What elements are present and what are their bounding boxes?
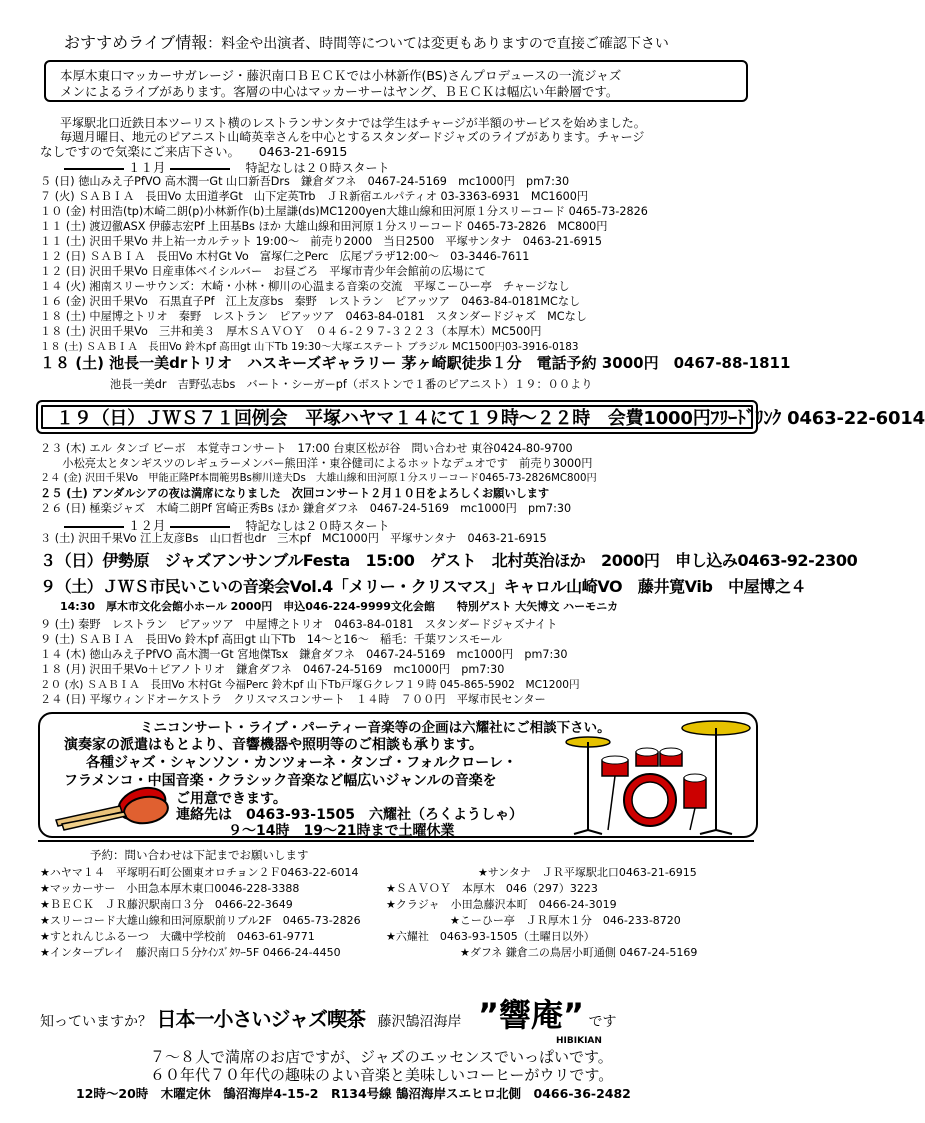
intro-line: 本厚木東口マッカーサガレージ・藤沢南口ＢＥＣＫでは小林新作(BS)さんプロデュースの一流ジャズ [60, 68, 622, 83]
paragraph-line: 平塚駅北口近鉄日本ツーリスト横のレストランサンタナでは学生はチャージが半額のサービスを始めました。 [60, 116, 646, 130]
ad-suffix: です [588, 1014, 617, 1030]
contact-entry: ★ＳＡＶＯＹ 本厚木 046（297）3223 [386, 882, 598, 895]
event-row: １８ (土) 中屋博之トリオ 秦野 レストラン ピアッツア 0463-84-0181 スタンダードジャズ MCなし [40, 310, 587, 323]
event-row: １１ (土) 沢田千果Vo 井上祐一カルテット 19:00～ 前売り2000 当日2500 平塚サンタナ 0463-21-6915 [40, 235, 603, 248]
promo-line: 演奏家の派遣はもとより、音響機器や照明等のご相談も承ります。 [64, 737, 483, 753]
contact-entry: ★インタープレイ 藤沢南口５分ｹｲﾝｽﾞﾀﾜｰ5F 0466-24-4450 [40, 946, 341, 959]
contact-entry: ★サンタナ ＪＲ平塚駅北口0463-21-6915 [478, 866, 697, 879]
contacts-divider [38, 840, 754, 842]
promo-contact: 連絡先は 0463-93-1505 六耀社（ろくようしゃ） [176, 807, 524, 823]
page-title [64, 30, 669, 53]
event-row: ２０ (水) ＳＡＢＩＡ 長田Vo 木村Gt 今福Perc 鈴木pf 山下Tb戸塚Ｇクレフ１９時 045-865-5902 MC1200円 [40, 679, 580, 691]
event-row: １１ (土) 渡辺徹ASX 伊藤志宏Pf 上田基Bs ほか 大雄山線和田河原１分スリーコード 0465-73-2826 MC800円 [40, 220, 608, 233]
ad-quote-close: ” [563, 996, 585, 1034]
promo-line: ミニコンサート・ライブ・パーティー音楽等の企画は六耀社にご相談下さい。 [140, 720, 611, 736]
event-row: ２３ (木) エル タンゴ ビーボ 本覚寺コンサート 17:00 台東区松が谷 問い合わせ 東谷0424-80-9700 [40, 442, 573, 455]
cafe-name-reading: HIBIKIAN [556, 1036, 602, 1046]
event-row: １２ (日) 沢田千果Vo 日産車体ベイシルバー お昼ごろ 平塚市青少年会館前の広場にて [40, 265, 486, 278]
event-row: ３ (土) 沢田千果Vo 江上友彦Bs 山口哲也dr 三木pf MC1000円 平塚サンタナ 0463-21-6915 [40, 532, 547, 545]
event-row: １８ (土) ＳＡＢＩＡ 長田Vo 鈴木pf 高田gt 山下Tb 19:30～大塚エステート ブラジル MC1500円03-3916-0183 [40, 341, 579, 353]
event-row-sub: 池長一美dr 吉野弘志bs バート・シーガーpf（ボストンで１番のピアニスト）１９：００より [110, 378, 593, 391]
event-row: ７ (火) ＳＡＢＩＡ 長田Vo 太田道孝Gt 山下定英Trb ＪＲ新宿エルパティオ 03-3363-6931 MC1600円 [40, 190, 589, 203]
intro-line: メンによるライブがあります。客層の中心はマッカーサーはヤング、ＢＥＣＫは幅広い年齢層です。 [60, 84, 619, 99]
event-row: １０ (金) 村田浩(tp)木崎二朗(p)小林新作(b)土屋謙(ds)MC1200yen大雄山線和田河原１分スリーコード 0465-73-2826 [40, 205, 648, 218]
event-row: ２４ (日) 平塚ウィンドオーケストラ クリスマスコンサート １４時 ７００円 平塚市民センター [40, 693, 546, 706]
contact-entry: ★マッカーサー 小田急本厚木東口0046-228-3388 [40, 882, 300, 895]
contact-entry: ★六耀社 0463-93-1505（土曜日以外） [386, 930, 595, 943]
contact-entry: ★ハヤマ１４ 平塚明石町公園東オロチョン２Ｆ0463-22-6014 [40, 866, 359, 879]
event-row: １８ (月) 沢田千果Vo＋ピアノトリオ 鎌倉ダフネ 0467-24-5169 mc1000円 pm7:30 [40, 663, 505, 676]
title-text: おすすめライブ情報 [64, 33, 208, 52]
contacts-heading: 予約：問い合わせは下記までお願いします [90, 848, 309, 862]
title-note: ：料金や出演者、時間等については変更もありますので直接ご確認下さい [207, 36, 669, 52]
event-row: １２ (日) ＳＡＢＩＡ 長田Vo 木村Gt Vo 富塚仁之Perc 広尾プラザ12:00～ 03-3446-7611 [40, 250, 530, 263]
ad-prefix: 知っていますか？ [40, 1014, 152, 1030]
ad-line: ６０年代７０年代の趣味のよい音楽と美味しいコーヒーがウリです。 [150, 1066, 614, 1084]
event-row-big: ３（日）伊勢原 ジャズアンサンブルFesta 15:00 ゲスト 北村英治ほか 2000円 申し込み0463-92-2300 [40, 551, 858, 570]
event-row-highlight: １８ (土) 池長一美drトリオ ハスキーズギャラリー 茅ヶ崎駅徒歩１分 電話予約 3000円 0467-88-1811 [40, 354, 791, 372]
ad-quote-open: ” [477, 996, 499, 1034]
promo-line: ご用意できます。 [176, 791, 287, 807]
month-heading-november [60, 158, 390, 176]
jazz-cafe-ad [40, 990, 617, 1036]
banner-text: １９（日）ＪＷＳ７１回例会 平塚ハヤマ１４にて１９時～２２時 会費1000円ﾌﾘｰﾄﾞﾘﾝｸ 0463-22-6014 [56, 408, 925, 429]
month-note: 特記なしは２０時スタート [245, 161, 390, 175]
event-row: ９ (土) 秦野 レストラン ピアッツア 中屋博之トリオ 0463-84-0181 スタンダードジャズナイト [40, 618, 558, 631]
event-row: 小松亮太とタンギスツのレギュラーメンバー熊田洋・東谷健司によるホットなデュオです 前売り3000円 [40, 457, 593, 470]
contact-entry: ★こーひー亭 ＪＲ厚木１分 046-233-8720 [450, 914, 681, 927]
ad-line: ７～８人で満席のお店ですが、ジャズのエッセンスでいっぱいです。 [150, 1048, 613, 1066]
ad-hours-address: 12時～20時 木曜定休 鵠沼海岸4-15-2 R134号線 鵠沼海岸スエヒロ北側 0466-36-2482 [76, 1086, 631, 1101]
contact-entry: ★クラジャ 小田急藤沢本町 0466-24-3019 [386, 898, 617, 911]
maracas-icon [44, 780, 174, 832]
month-label: １２月 [128, 518, 166, 533]
contact-entry: ★ＢＥＣＫ ＪＲ藤沢駅南口３分 0466-22-3649 [40, 898, 293, 911]
ad-location: 藤沢鵠沼海岸 [377, 1014, 462, 1030]
event-row: ２６ (日) 極楽ジャズ 木崎二朗Pf 宮崎正秀Bs ほか 鎌倉ダフネ 0467-24-5169 mc1000円 pm7:30 [40, 502, 572, 515]
event-row-big: ９（土）ＪＷＳ市民いこいの音楽会Vol.4「メリー・クリスマス」キャロル山崎VO 藤井寛Vib 中屋博之４ [40, 577, 807, 596]
promo-line: 各種ジャズ・シャンソン・カンツォーネ・タンゴ・フォルクローレ・ [86, 755, 517, 771]
event-row: １６ (金) 沢田千果Vo 石黒直子Pf 江上友彦bs 秦野 レストラン ピアッツア 0463-84-0181MCなし [40, 295, 581, 308]
event-row: ２４ (金) 沢田千果Vo 甲能正隆Pf本間範男Bs柳川達夫Ds 大雄山線和田河原１分スリーコード0465-73-2826MC800円 [40, 473, 597, 484]
cafe-name: 響庵 [499, 996, 564, 1034]
month-note: 特記なしは２０時スタート [245, 519, 390, 533]
paragraph-line: なしですので気楽にご来店下さい。 0463-21-6915 [40, 144, 348, 159]
event-row: １４ (火) 湘南スリーサウンズ：木崎・小林・柳川の心温まる音楽の交流 平塚こーひー亭 チャージなし [40, 280, 570, 293]
contact-entry: ★スリーコード大雄山線和田河原駅前リブル2F 0465-73-2826 [40, 914, 361, 927]
contact-entry: ★ダフネ 鎌倉二の鳥居小町通側 0467-24-5169 [460, 946, 698, 959]
event-row: ９ (土) ＳＡＢＩＡ 長田Vo 鈴木pf 高田gt 山下Tb 14～と16～ 稲毛：千葉ワンスモール [40, 633, 503, 646]
paragraph-line: 毎週月曜日、地元のピアニスト山崎英幸さんを中心とするスタンダードジャズのライブがあります。チャージ [60, 130, 645, 144]
drum-kit-icon [566, 712, 752, 834]
event-row: １８ (土) 沢田千果Vo 三井和美３ 厚木ＳＡＶＯＹ ０４６-２９７-３２２３（本厚木）MC500円 [40, 325, 542, 338]
ad-headline: 日本一小さいジャズ喫茶 [156, 1007, 366, 1031]
event-row-sub: 14:30 厚木市文化会館小ホール 2000円 申込046-224-9999文化会館 特別ゲスト 大矢博文 ハーモニカ [60, 600, 619, 613]
event-row: １４ (木) 徳山みえ子PfVO 高木潤一Gt 宮地傑Tsx 鎌倉ダフネ 0467-24-5169 mc1000円 pm7:30 [40, 648, 568, 661]
contact-entry: ★すとれんじふるーつ 大磯中学校前 0463-61-9771 [40, 930, 315, 943]
event-row-notice: ２５ (土) アンダルシアの夜は満席になりました 次回コンサート２月１０日をよろしくお願いします [40, 487, 550, 500]
event-row: ５ (日) 徳山みえ子PfVO 高木潤一Gt 山口新吾Drs 鎌倉ダフネ 0467-24-5169 mc1000円 pm7:30 [40, 175, 570, 188]
promo-line: フラメンコ・中国音楽・クラシック音楽など幅広いジャンルの音楽を [64, 773, 497, 789]
promo-hours: ９～14時 19～21時まで土曜休業 [228, 823, 455, 839]
month-label: １１月 [128, 160, 166, 175]
